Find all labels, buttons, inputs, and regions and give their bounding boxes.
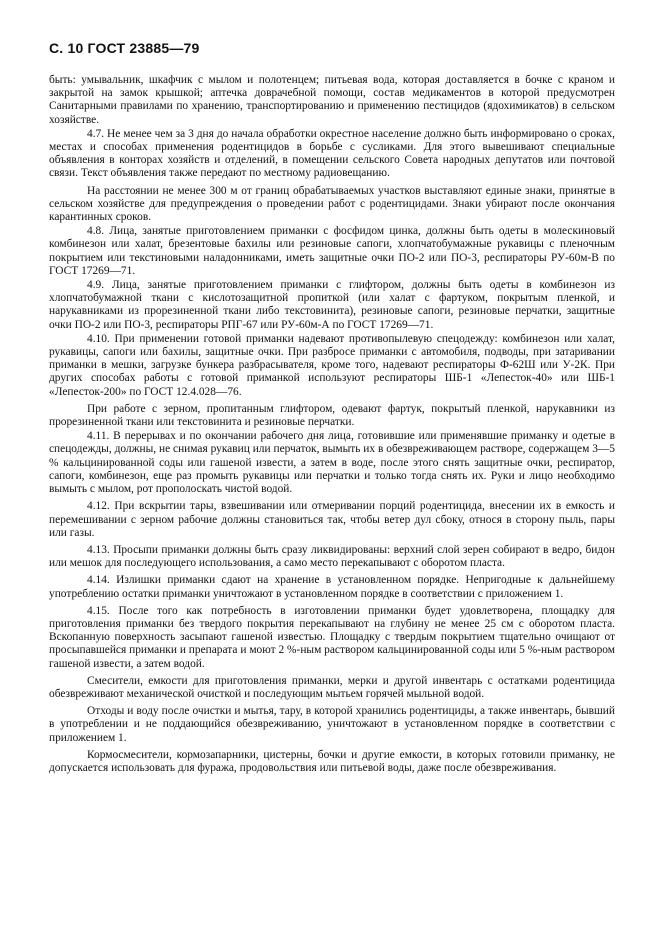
paragraph-waste: Отходы и воду после очистки и мытья, тару, в которой хранились родентициды, а также инвентарь, бывший в употреблении и не поддающийся обезвреживанию, уничтожают в установленном порядке в соответствии с приложением 1. <box>49 705 615 744</box>
paragraph-4-11: 4.11. В перерывах и по окончании рабочего дня лица, готовившие или применявшие приманку и одетые в спецодежды, должны, не снимая рукавиц или перчаток, вымыть их в обезвреживающем растворе, содержащем 3—5 % кальцинированной соды или гашеной извести, а затем в воде, после этого снять защитные очки, респиратор, сапоги, комбинезон, еще раз промыть рукавицы или перчатки и только тогда снять их. Руки и лицо необходимо вымыть с мылом, рот прополоскать чистой водой. <box>49 430 615 496</box>
paragraph-feed-mixers: Кормосмесители, кормозапарники, цистерны, бочки и другие емкости, в которых готовили приманку, не допускается использовать для фуража, продовольствия или питьевой воды, даже после обезвреживания. <box>49 748 615 774</box>
document-body <box>49 74 615 775</box>
document-page <box>49 40 615 776</box>
paragraph-4-8: 4.8. Лица, занятые приготовлением приманки с фосфидом цинка, должны быть одеты в молескиновый комбинезон или халат, брезентовые бахилы или резиновые сапоги, хлопчатобумажные рукавицы с пленочным покрытием или текстиновыми наладонниками, иметь защитные очки ПО-2 или ПО-3, респираторы РУ-60м-В по ГОСТ 17269—71. <box>49 225 615 277</box>
paragraph-4-15: 4.15. После того как потребность в изготовлении приманки будет удовлетворена, площадку для приготовления приманки без твердого покрытия перекапывают на глубину не менее 25 см с оборотом пласта. Вскопанную поверхность засыпают гашеной известью. Площадку с твердым покрытием тщательно очищают от просыпавшейся приманки и препарата и моют 2 %-ным раствором кальцинированной соды или 5 %-ным раствором гашеной извести, а затем водой. <box>49 604 615 670</box>
paragraph-4-13: 4.13. Просыпи приманки должны быть сразу ликвидированы: верхний слой зерен собирают в ведро, бидон или мешок для последующего использования, а само место перекапывают с оборотом пласта. <box>49 543 615 570</box>
paragraph-4-7: 4.7. Не менее чем за 3 дня до начала обработки окрестное население должно быть информировано о сроках, местах и способах применения родентицидов в борьбе с сусликами. Для этого вывешивают специальные объявления в конторах хозяйств и отделений, в помещении сельского Совета народных депутатов или почтовой связи. Текст объявления также передают по местному радиовещанию. <box>49 127 615 180</box>
paragraph-mixers: Смесители, емкости для приготовления приманки, мерки и другой инвентарь с остатками родентицида обезвреживают механической очисткой и последующим мытьем горячей мыльной водой. <box>49 674 615 700</box>
paragraph-continuation: быть: умывальник, шкафчик с мылом и полотенцем; питьевая вода, которая доставляется в бочке с краном и закрытой на замок крышкой; аптечка доврачебной помощи, состав медикаментов в которой предусмотрен Санитарными правилами по хранению, транспортированию и применению пестицидов (ядохимикатов) в сельском хозяйстве. <box>49 74 615 126</box>
paragraph-glyftor-grain: При работе с зерном, пропитанным глифтором, одевают фартук, покрытый пленкой, нарукавники из прорезиненной ткани или текстовинита и резиновые перчатки. <box>49 402 615 429</box>
paragraph-warning-signs: На расстоянии не менее 300 м от границ обрабатываемых участков выставляют единые знаки, принятые в сельском хозяйстве для предупреждения о проведении работ с родентицидами. Знаки убирают после окончания карантинных сроков. <box>49 184 615 224</box>
paragraph-4-9: 4.9. Лица, занятые приготовлением приманки с глифтором, должны быть одеты в комбинезон из хлопчатобумажной ткани с кислотозащитной пропиткой (или халат с фартуком, покрытым пленкой, и нарукавниками из прорезиненной ткани либо текстовинита), резиновые сапоги, резиновые перчатки, защитные очки ПО-2 или ПО-3, респираторы РПГ-67 или РУ-60м-А по ГОСТ 17269—71. <box>49 279 615 331</box>
page-header: С. 10 ГОСТ 23885—79 <box>49 40 200 56</box>
paragraph-4-12: 4.12. При вскрытии тары, взвешивании или отмеривании порций родентицида, внесении их в емкость и перемешивании с зерном рабочие должны становиться так, чтобы ветер дул сбоку, относя в сторону пыль, пары или газы. <box>49 500 615 539</box>
paragraph-4-10: 4.10. При применении готовой приманки надевают противопылевую спецодежду: комбинезон или халат, рукавицы, сапоги или бахилы, защитные очки. При разбросе приманки с автомобиля, подводы, при затаривании приманки в мешки, загрузке бункера разбрасывателя, кроме того, надевают респираторы Ф-62Ш или У-2К. При других способах работы с готовой приманкой используют респираторы ШБ-1 «Лепесток-40» или ШБ-1 «Лепесток-200» по ГОСТ 12.4.028—76. <box>49 332 615 398</box>
paragraph-4-14: 4.14. Излишки приманки сдают на хранение в установленном порядке. Непригодные к дальнейшему употреблению остатки приманки уничтожают в установленном порядке в соответствии с приложением 1. <box>49 574 615 600</box>
